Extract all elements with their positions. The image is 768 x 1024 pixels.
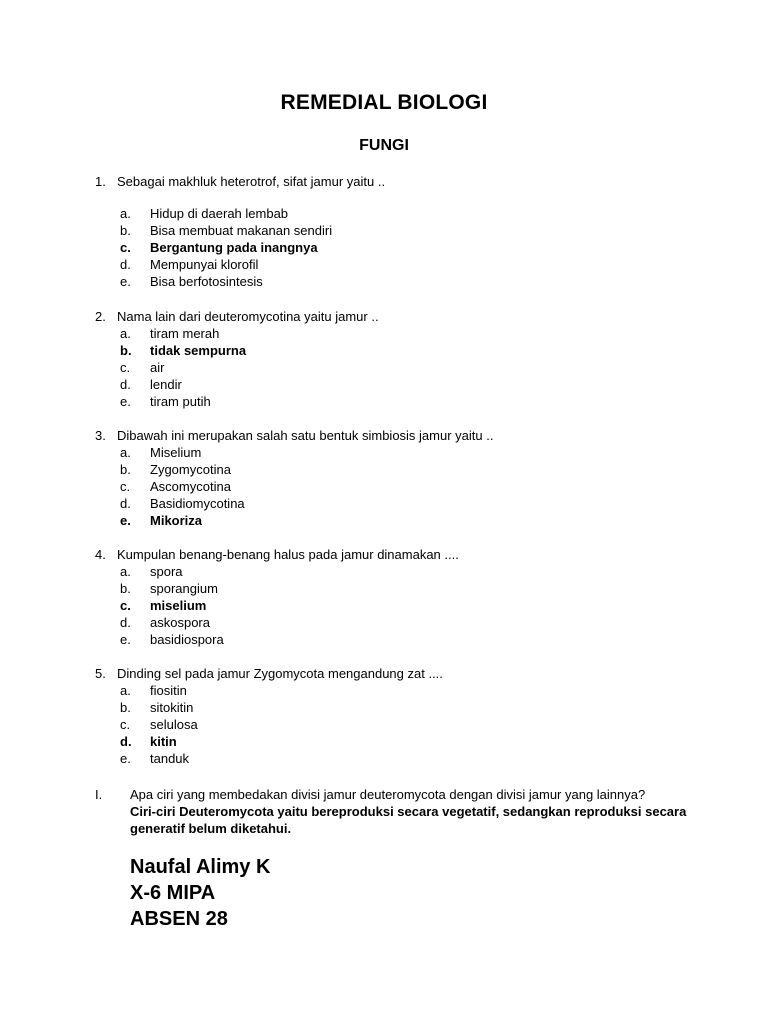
option-text: Bisa membuat makanan sendiri	[150, 223, 333, 238]
option-text: tiram putih	[150, 394, 211, 409]
option-1c	[120, 239, 332, 256]
option-text: tanduk	[150, 751, 190, 766]
option-letter: e.	[120, 632, 131, 647]
option-text: basidiospora	[150, 632, 224, 647]
option-text: Mikoriza	[150, 513, 203, 528]
option-letter: d.	[120, 496, 131, 511]
option-letter: a.	[120, 206, 131, 221]
option-letter: e.	[120, 513, 131, 528]
option-text: fiositin	[150, 683, 187, 698]
option-5c	[120, 716, 198, 733]
option-text: askospora	[150, 615, 210, 630]
page-title: REMEDIAL BIOLOGI	[280, 91, 488, 114]
essay-question	[95, 786, 715, 837]
option-text: kitin	[150, 734, 177, 749]
option-letter: c.	[120, 479, 131, 494]
option-4a	[120, 563, 224, 580]
options-list-2	[120, 325, 246, 410]
option-letter: d.	[120, 615, 131, 630]
student-class: X-6 MIPA	[130, 882, 216, 904]
question-1	[95, 173, 715, 190]
option-4e	[120, 631, 224, 648]
option-2d	[120, 376, 246, 393]
option-4d	[120, 614, 224, 631]
option-text: sitokitin	[150, 700, 194, 715]
option-letter: b.	[120, 581, 131, 596]
options-list-1	[120, 205, 332, 290]
option-letter: c.	[120, 717, 131, 732]
question-number: 2.	[95, 309, 106, 324]
option-2a	[120, 325, 246, 342]
option-letter: e.	[120, 274, 131, 289]
option-text: Bergantung pada inangnya	[150, 240, 318, 255]
option-text: Zygomycotina	[150, 462, 231, 477]
option-letter: d.	[120, 257, 131, 272]
option-text: air	[150, 360, 165, 375]
option-letter: b.	[120, 223, 131, 238]
option-letter: d.	[120, 734, 132, 749]
option-text: sporangium	[150, 581, 218, 596]
option-3c	[120, 478, 245, 495]
question-number: 1.	[95, 174, 106, 189]
question-2	[95, 308, 715, 325]
question-3	[95, 427, 715, 444]
option-5a	[120, 682, 198, 699]
question-text: Sebagai makhluk heterotrof, sifat jamur yaitu ..	[117, 174, 386, 189]
option-2e	[120, 393, 246, 410]
option-3e	[120, 512, 245, 529]
question-number: 5.	[95, 666, 106, 681]
question-number: 3.	[95, 428, 106, 443]
option-5b	[120, 699, 198, 716]
option-1d	[120, 256, 332, 273]
option-3a	[120, 444, 245, 461]
essay-number: I.	[95, 787, 103, 802]
option-text: selulosa	[150, 717, 198, 732]
option-5e	[120, 750, 198, 767]
option-1a	[120, 205, 332, 222]
option-text: Miselium	[150, 445, 202, 460]
option-text: miselium	[150, 598, 207, 613]
option-text: Hidup di daerah lembab	[150, 206, 289, 221]
option-text: Bisa berfotosintesis	[150, 274, 263, 289]
option-letter: c.	[120, 240, 131, 255]
option-text: spora	[150, 564, 183, 579]
option-letter: b.	[120, 700, 131, 715]
option-letter: a.	[120, 326, 131, 341]
option-text: Basidiomycotina	[150, 496, 245, 511]
question-text: Dibawah ini merupakan salah satu bentuk simbiosis jamur yaitu ..	[117, 428, 494, 443]
option-2c	[120, 359, 246, 376]
option-letter: b.	[120, 462, 131, 477]
option-letter: e.	[120, 751, 131, 766]
option-3d	[120, 495, 245, 512]
option-3b	[120, 461, 245, 478]
option-1e	[120, 273, 332, 290]
essay-question-text: Apa ciri yang membedakan divisi jamur deuteromycota dengan divisi jamur yang lainnya?	[130, 787, 646, 802]
question-number: 4.	[95, 547, 106, 562]
option-1b	[120, 222, 332, 239]
option-text: Ascomycotina	[150, 479, 231, 494]
option-letter: d.	[120, 377, 131, 392]
essay-answer-text: Ciri-ciri Deuteromycota yaitu bereproduksi secara vegetatif, sedangkan reproduksi secara generatif belum diketahui.	[130, 804, 687, 836]
question-text: Kumpulan benang-benang halus pada jamur dinamakan ....	[117, 547, 459, 562]
option-letter: a.	[120, 445, 131, 460]
option-letter: e.	[120, 394, 131, 409]
question-4	[95, 546, 715, 563]
options-list-3	[120, 444, 245, 529]
option-letter: a.	[120, 683, 131, 698]
option-4c	[120, 597, 224, 614]
options-list-4	[120, 563, 224, 648]
question-text: Nama lain dari deuteromycotina yaitu jamur ..	[117, 309, 379, 324]
option-text: lendir	[150, 377, 182, 392]
page-subtitle: FUNGI	[359, 137, 409, 154]
option-letter: b.	[120, 343, 132, 358]
option-text: Mempunyai klorofil	[150, 257, 259, 272]
option-letter: c.	[120, 598, 131, 613]
option-2b	[120, 342, 246, 359]
option-text: tidak sempurna	[150, 343, 247, 358]
student-info	[130, 854, 270, 932]
question-5	[95, 665, 715, 682]
options-list-5	[120, 682, 198, 767]
student-absen: ABSEN 28	[130, 908, 228, 930]
option-letter: a.	[120, 564, 131, 579]
option-letter: c.	[120, 360, 131, 375]
option-5d	[120, 733, 198, 750]
question-text: Dinding sel pada jamur Zygomycota mengandung zat ....	[117, 666, 443, 681]
option-text: tiram merah	[150, 326, 220, 341]
student-name: Naufal Alimy K	[130, 856, 271, 878]
option-4b	[120, 580, 224, 597]
